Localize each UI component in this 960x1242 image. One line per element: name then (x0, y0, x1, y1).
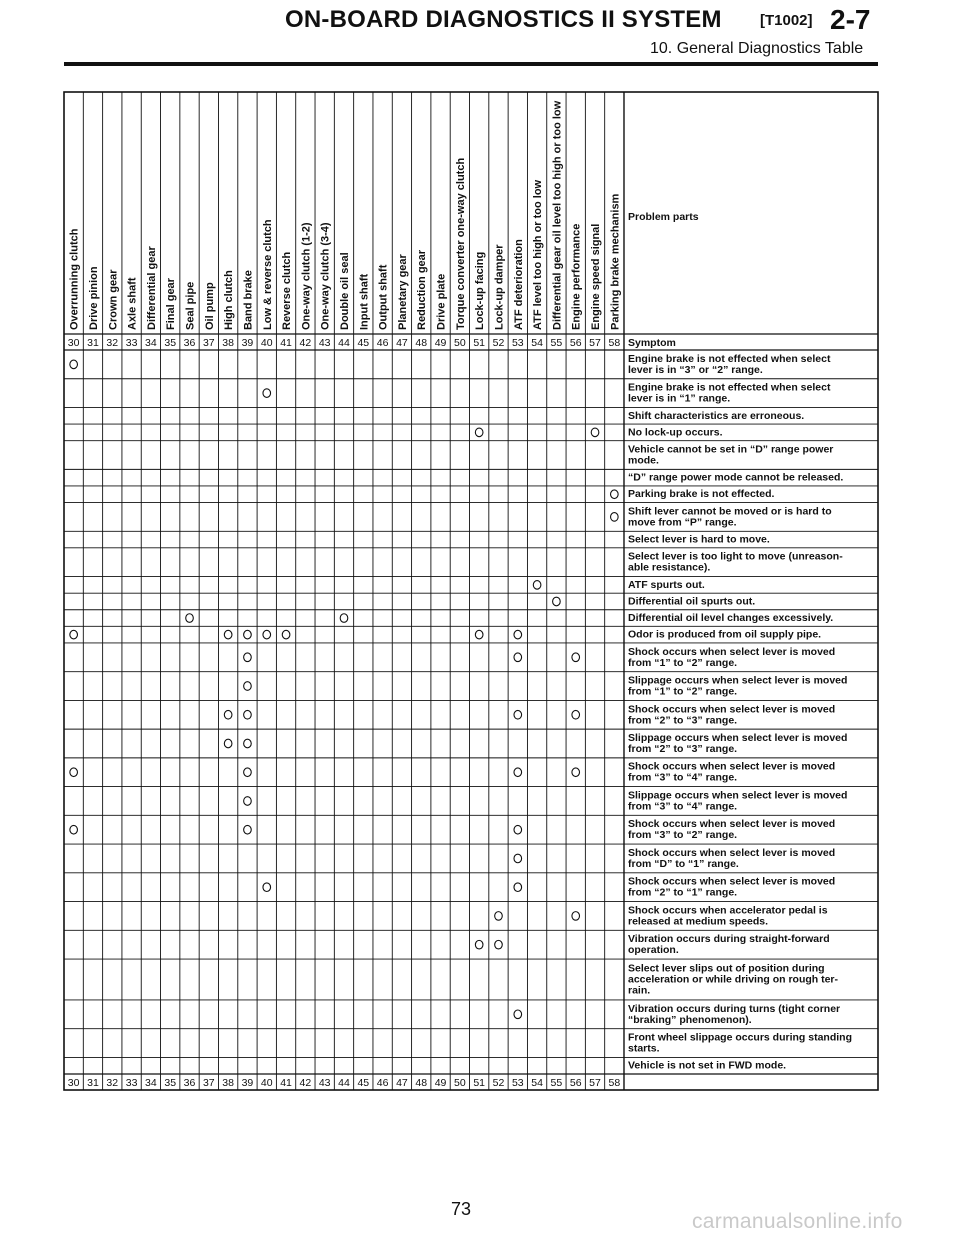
symptom-text: from “1” to “2” range. (627, 685, 738, 698)
mark-circle (572, 768, 580, 777)
mark-circle (263, 883, 271, 892)
mark-circle (244, 825, 252, 834)
symptom-text: Parking brake is not effected. (627, 488, 775, 501)
symptom-text: rain. (627, 984, 651, 997)
watermark: carmanualsonline.info (692, 1210, 903, 1233)
column-header-label: Differential gear (145, 246, 158, 330)
column-number-top: 42 (299, 337, 312, 349)
mark-circle (514, 768, 522, 777)
symptom-text: starts. (627, 1042, 660, 1055)
column-header-label: Engine speed signal (590, 223, 603, 330)
column-number-top: 52 (492, 337, 505, 349)
symptom-text: No lock-up occurs. (627, 426, 723, 439)
section-code: [T1002] (760, 12, 813, 29)
column-header-label: Reverse clutch (281, 251, 294, 330)
column-number-bottom: 58 (608, 1077, 621, 1089)
mark-circle (340, 614, 348, 623)
column-number-bottom: 45 (357, 1077, 370, 1089)
symptom-text: Slippage occurs when select lever is moved (627, 732, 848, 745)
column-number-top: 31 (87, 337, 99, 349)
column-number-bottom: 34 (145, 1077, 157, 1089)
mark-circle (244, 739, 252, 748)
mark-circle (70, 768, 78, 777)
column-number-top: 55 (550, 337, 563, 349)
mark-circle (70, 630, 78, 639)
mark-circle (224, 710, 232, 719)
mark-circle (514, 710, 522, 719)
symptom-text: Differential oil spurts out. (627, 595, 756, 608)
column-number-top: 54 (531, 337, 543, 349)
column-number-top: 58 (608, 337, 621, 349)
column-number-bottom: 33 (125, 1077, 138, 1089)
symptom-text: operation. (627, 944, 679, 957)
column-number-bottom: 56 (569, 1077, 582, 1089)
column-number-top: 30 (67, 337, 80, 349)
page-number: 73 (451, 1199, 472, 1219)
column-number-bottom: 30 (67, 1077, 80, 1089)
column-number-top: 40 (260, 337, 273, 349)
column-header-label: Crown gear (107, 269, 120, 330)
symptom-text: Slippage occurs when select lever is moved (627, 674, 848, 687)
symptom-text: lever is in “1” range. (627, 392, 731, 405)
column-header-label: Seal pipe (184, 281, 197, 330)
symptom-text: from “2” to “3” range. (627, 714, 738, 727)
symptom-text: mode. (627, 454, 659, 467)
mark-circle (495, 940, 503, 949)
column-number-bottom: 48 (415, 1077, 428, 1089)
symptom-text: “braking” phenomenon). (627, 1013, 752, 1026)
mark-circle (244, 710, 252, 719)
symptom-text: Shock occurs when select lever is moved (627, 818, 836, 831)
symptom-text: from “1” to “2” range. (627, 656, 738, 669)
symptom-text: from “2” to “3” range. (627, 743, 738, 756)
column-header-label: Engine performance (570, 223, 583, 330)
symptom-text: Shock occurs when select lever is moved (627, 703, 836, 716)
symptom-text: lever is in “3” or “2” range. (627, 363, 763, 376)
column-header-label: Final gear (165, 278, 178, 330)
column-number-top: 32 (106, 337, 119, 349)
column-number-top: 48 (415, 337, 428, 349)
column-header-label: Output shaft (377, 264, 390, 330)
column-number-bottom: 47 (396, 1077, 408, 1089)
symptom-text: Select lever is too light to move (unreason- (627, 550, 843, 563)
symptom-text: from “3” to “4” range. (627, 800, 738, 813)
column-number-top: 33 (125, 337, 138, 349)
column-number-bottom: 41 (280, 1077, 292, 1089)
symptom-text: Vehicle is not set in FWD mode. (627, 1059, 787, 1072)
mark-circle (514, 653, 522, 662)
mark-circle (495, 912, 503, 921)
column-number-bottom: 51 (473, 1077, 486, 1089)
mark-circle (514, 854, 522, 863)
column-number-top: 51 (473, 337, 486, 349)
column-header-label: Lock-up damper (493, 244, 506, 330)
symptom-text: Odor is produced from oil supply pipe. (627, 628, 822, 641)
mark-circle (533, 581, 541, 590)
mark-circle (611, 490, 619, 499)
symptom-text: from “3” to “4” range. (627, 771, 738, 784)
symptom-text: from “D” to “1” range. (627, 857, 739, 870)
mark-circle (244, 653, 252, 662)
column-number-top: 56 (569, 337, 582, 349)
column-header-label: Overrunning clutch (68, 228, 81, 330)
mark-circle (553, 597, 561, 606)
column-number-bottom: 38 (222, 1077, 234, 1089)
symptom-text: Engine brake is not effected when select (627, 381, 831, 394)
column-number-top: 53 (511, 337, 524, 349)
symptom-label: Symptom (627, 337, 676, 349)
symptom-text: released at medium speeds. (627, 915, 769, 928)
column-header-label: Low & reverse clutch (261, 219, 274, 330)
problem-parts-label: Problem parts (627, 211, 699, 223)
column-number-bottom: 37 (202, 1077, 215, 1089)
symptom-text: Engine brake is not effected when select (627, 352, 831, 365)
symptom-text: Shock occurs when select lever is moved (627, 645, 836, 658)
column-header-label: Drive plate (435, 273, 448, 330)
column-header-label: High clutch (223, 270, 236, 330)
column-number-bottom: 40 (260, 1077, 273, 1089)
symptom-text: Shift characteristics are erroneous. (627, 409, 805, 422)
mark-circle (224, 739, 232, 748)
mark-circle (244, 768, 252, 777)
symptom-text: Shock occurs when select lever is moved (627, 875, 836, 888)
symptom-text: Vehicle cannot be set in “D” range power (627, 443, 834, 456)
page-reference: 2-7 (830, 4, 871, 35)
column-number-bottom: 57 (589, 1077, 601, 1089)
column-number-top: 47 (396, 337, 408, 349)
mark-circle (244, 682, 252, 691)
symptom-text: from “2” to “1” range. (627, 886, 738, 899)
column-number-bottom: 32 (106, 1077, 119, 1089)
symptom-text: Shock occurs when select lever is moved (627, 760, 836, 773)
column-number-top: 49 (434, 337, 447, 349)
column-number-top: 37 (202, 337, 215, 349)
mark-circle (572, 653, 580, 662)
column-number-bottom: 36 (183, 1077, 196, 1089)
column-number-bottom: 46 (376, 1077, 389, 1089)
column-number-top: 46 (376, 337, 389, 349)
column-number-bottom: 42 (299, 1077, 312, 1089)
column-number-bottom: 43 (318, 1077, 331, 1089)
column-header-label: Lock-up facing (474, 251, 487, 330)
column-number-top: 38 (222, 337, 234, 349)
column-number-top: 39 (241, 337, 254, 349)
mark-circle (591, 428, 599, 437)
column-number-bottom: 53 (511, 1077, 524, 1089)
symptom-text: Shock occurs when select lever is moved (627, 846, 836, 859)
section-subtitle: 10. General Diagnostics Table (650, 40, 864, 57)
column-header-label: One-way clutch (3-4) (319, 222, 332, 330)
mark-circle (244, 630, 252, 639)
column-header-label: Band brake (242, 270, 255, 330)
symptom-text: from “3” to “2” range. (627, 829, 738, 842)
mark-circle (475, 940, 483, 949)
mark-circle (514, 825, 522, 834)
column-number-top: 44 (338, 337, 350, 349)
symptom-text: Slippage occurs when select lever is moved (627, 789, 848, 802)
mark-circle (282, 630, 290, 639)
mark-circle (475, 428, 483, 437)
column-number-bottom: 44 (338, 1077, 350, 1089)
mark-circle (186, 614, 194, 623)
column-header-label: Double oil seal (338, 252, 351, 330)
column-header-label: Reduction gear (416, 249, 429, 330)
mark-circle (70, 360, 78, 369)
column-header-label: Differential gear oil level too high or too low (551, 100, 564, 330)
symptom-text: Shift lever cannot be moved or is hard to (627, 505, 832, 518)
column-header-label: Drive pinion (87, 266, 100, 330)
column-number-bottom: 31 (87, 1077, 99, 1089)
symptom-text: move from “P” range. (627, 516, 737, 529)
column-number-top: 43 (318, 337, 331, 349)
symptom-text: “D” range power mode cannot be released. (627, 471, 844, 484)
column-number-bottom: 50 (454, 1077, 466, 1089)
column-number-top: 50 (454, 337, 466, 349)
symptom-text: Select lever is hard to move. (627, 533, 770, 546)
column-number-top: 45 (357, 337, 370, 349)
column-number-bottom: 39 (241, 1077, 254, 1089)
symptom-text: able resistance). (627, 561, 711, 574)
column-header-label: ATF level too high or too low (532, 179, 545, 330)
symptom-text: Vibration occurs during turns (tight corner (627, 1002, 841, 1015)
symptom-text: Front wheel slippage occurs during standing (627, 1031, 853, 1044)
column-header-label: Axle shaft (126, 277, 139, 330)
mark-circle (514, 1010, 522, 1019)
column-header-label: Input shaft (358, 273, 371, 330)
mark-circle (70, 825, 78, 834)
column-header-label: One-way clutch (1-2) (300, 222, 313, 330)
column-number-bottom: 52 (492, 1077, 505, 1089)
mark-circle (514, 883, 522, 892)
column-number-bottom: 55 (550, 1077, 563, 1089)
column-header-label: ATF deterioration (512, 239, 525, 330)
page-title: ON-BOARD DIAGNOSTICS II SYSTEM (285, 6, 722, 33)
mark-circle (572, 710, 580, 719)
mark-circle (514, 630, 522, 639)
column-header-label: Oil pump (203, 282, 216, 330)
column-number-top: 41 (280, 337, 292, 349)
column-header-label: Planetary gear (396, 254, 409, 330)
symptom-text: acceleration or while driving on rough ter- (627, 973, 839, 986)
column-header-label: Torque converter one-way clutch (454, 157, 467, 330)
mark-circle (475, 630, 483, 639)
column-number-bottom: 54 (531, 1077, 543, 1089)
column-header-label: Parking brake mechanism (609, 193, 622, 330)
column-number-top: 34 (145, 337, 157, 349)
symptom-text: Differential oil level changes excessively. (627, 612, 834, 625)
symptom-text: ATF spurts out. (627, 578, 705, 591)
column-number-top: 57 (589, 337, 601, 349)
mark-circle (244, 797, 252, 806)
symptom-text: Shock occurs when accelerator pedal is (627, 904, 828, 917)
mark-circle (263, 389, 271, 398)
mark-circle (611, 513, 619, 522)
column-number-top: 35 (164, 337, 177, 349)
symptom-text: Select lever slips out of position during (627, 962, 825, 975)
mark-circle (572, 912, 580, 921)
symptom-text: Vibration occurs during straight-forward (627, 933, 830, 946)
column-number-bottom: 49 (434, 1077, 447, 1089)
column-number-top: 36 (183, 337, 196, 349)
mark-circle (224, 630, 232, 639)
column-number-bottom: 35 (164, 1077, 177, 1089)
mark-circle (263, 630, 271, 639)
